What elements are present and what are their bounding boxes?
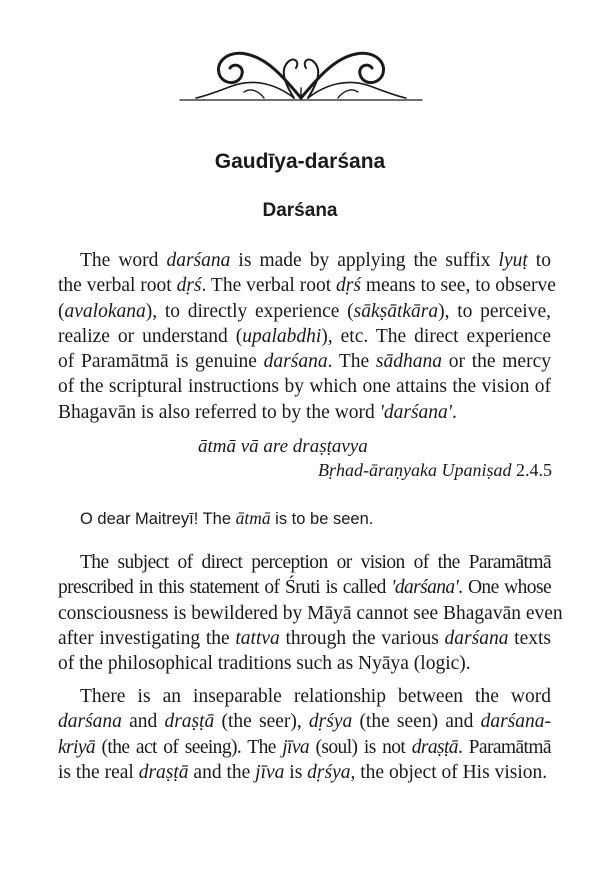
- source-title: Bṛhad-āraṇyaka Upaniṣad: [318, 460, 512, 480]
- paragraph-line: the verbal root dṛś. The verbal root dṛś means to see, to observe: [58, 275, 556, 297]
- paragraph-line: consciousness is bewildered by Māyā cannot see Bhagavān even: [58, 602, 563, 624]
- paragraph-3: [58, 684, 551, 785]
- verse-quote: ātmā vā are draṣṭavya: [198, 436, 368, 457]
- paragraph-line: realize or understand (upalabdhi), etc. The direct experience: [58, 325, 551, 347]
- paragraph-line: of the scriptural instructions by which one attains the vision of: [58, 376, 551, 398]
- page-title: Gaudīya-darśana: [214, 150, 386, 173]
- paragraph-line: Bhagavān is also referred to by the word 'darśana'.: [58, 401, 457, 423]
- paragraph-line: prescribed in this statement of Śruti is called 'darśana'. One whose: [58, 577, 551, 599]
- verse-translation: O dear Maitreyī! The ātmā is to be seen.: [80, 508, 374, 528]
- paragraph-line: is the real draṣṭā and the jīva is dṛśya, the object of His vision.: [58, 761, 548, 783]
- paragraph-1: [58, 248, 556, 425]
- paragraph-line: after investigating the tattva through the various darśana texts: [58, 627, 551, 649]
- paragraph-line: There is an inseparable relationship between the word: [80, 686, 551, 707]
- decorative-ornament-icon: [176, 40, 426, 112]
- paragraph-line: The subject of direct perception or vision of the Paramātmā: [80, 552, 551, 573]
- paragraph-line: of Paramātmā is genuine darśana. The sādhana or the mercy: [58, 351, 551, 373]
- paragraph-line: of the philosophical traditions such as Nyāya (logic).: [58, 653, 471, 675]
- paragraph-2: [58, 550, 563, 676]
- section-heading: Darśana: [262, 200, 338, 221]
- source-reference: 2.4.5: [511, 460, 552, 480]
- verse-source: [318, 460, 552, 481]
- paragraph-line: kriyā (the act of seeing). The jīva (soul) is not draṣṭā. Paramātmā: [58, 736, 551, 758]
- paragraph-line: darśana and draṣṭā (the seer), dṛśya (the seen) and darśana-: [58, 711, 552, 733]
- paragraph-line: The word darśana is made by applying the suffix lyuṭ to: [80, 250, 551, 271]
- paragraph-line: (avalokana), to directly experience (sākṣātkāra), to perceive,: [58, 300, 551, 322]
